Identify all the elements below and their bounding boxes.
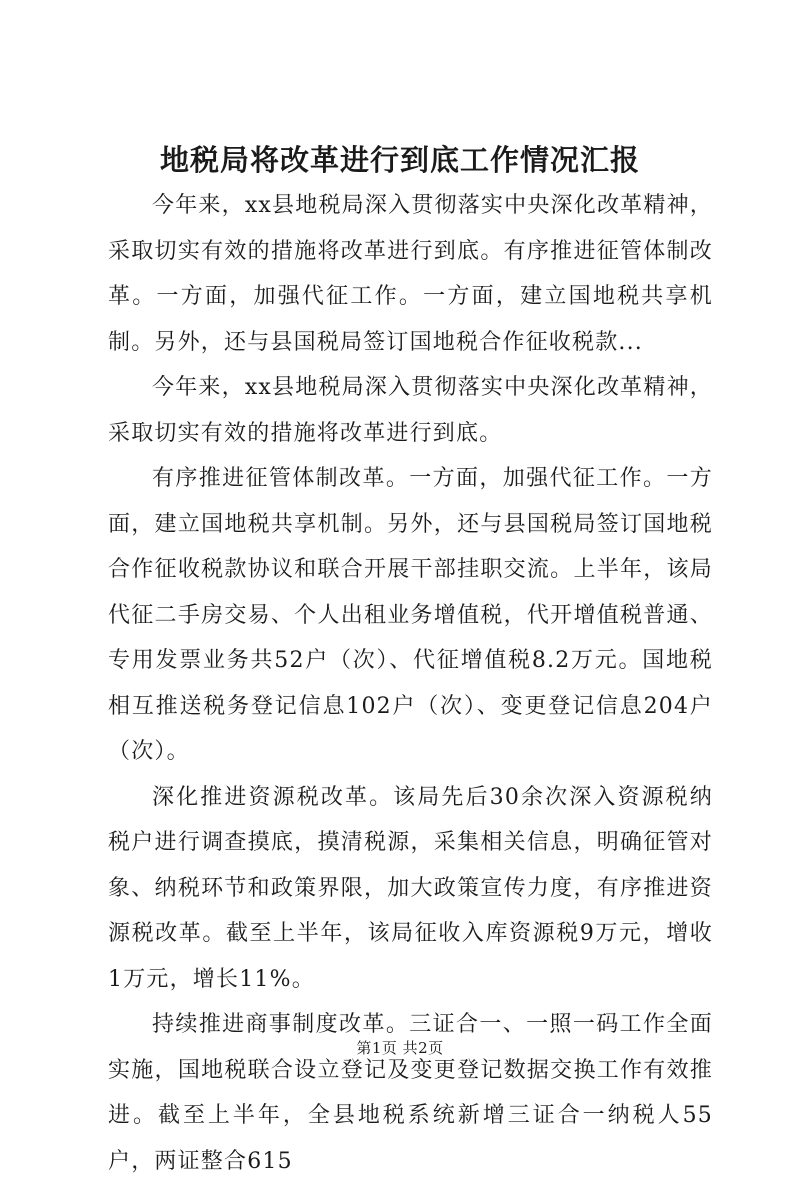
page-number-footer: 第1页 共2页	[356, 1039, 444, 1057]
paragraph-commercial-reform: 持续推进商事制度改革。三证合一、一照一码工作全面实施，国地税联合设立登记及变更登记数据交换工作有效推进。截至上半年，全县地税系统新增三证合一纳税人55户，两证整合615	[108, 1012, 713, 1174]
paragraph-resource-tax-reform: 深化推进资源税改革。该局先后30余次深入资源税纳税户进行调查摸底，摸清税源，采集相关信息，明确征管对象、纳税环节和政策界限，加大政策宣传力度，有序推进资源税改革。截至上半年，该局征收入库资源税9万元，增收1万元，增长11%。	[108, 784, 713, 992]
paragraph-intro-summary: 今年来，xx县地税局深入贯彻落实中央深化改革精神，采取切实有效的措施将改革进行到底。有序推进征管体制改革。一方面，加强代征工作。一方面，建立国地税共享机制。另外，还与县国税局签订国地税合作征收税款...	[108, 193, 713, 355]
paragraph-intro: 今年来，xx县地税局深入贯彻落实中央深化改革精神，采取切实有效的措施将改革进行到底。	[108, 375, 713, 446]
document-title: 地税局将改革进行到底工作情况汇报	[159, 143, 640, 177]
paragraph-collection-reform: 有序推进征管体制改革。一方面，加强代征工作。一方面，建立国地税共享机制。另外，还与县国税局签订国地税合作征收税款协议和联合开展干部挂职交流。上半年，该局代征二手房交易、个人出租业务增值税，代开增值税普通、专用发票业务共52户（次）、代征增值税8.2万元。国地税相互推送税务登记信息102户（次）、变更登记信息204户（次）。	[108, 466, 713, 764]
document-body	[108, 183, 713, 1184]
